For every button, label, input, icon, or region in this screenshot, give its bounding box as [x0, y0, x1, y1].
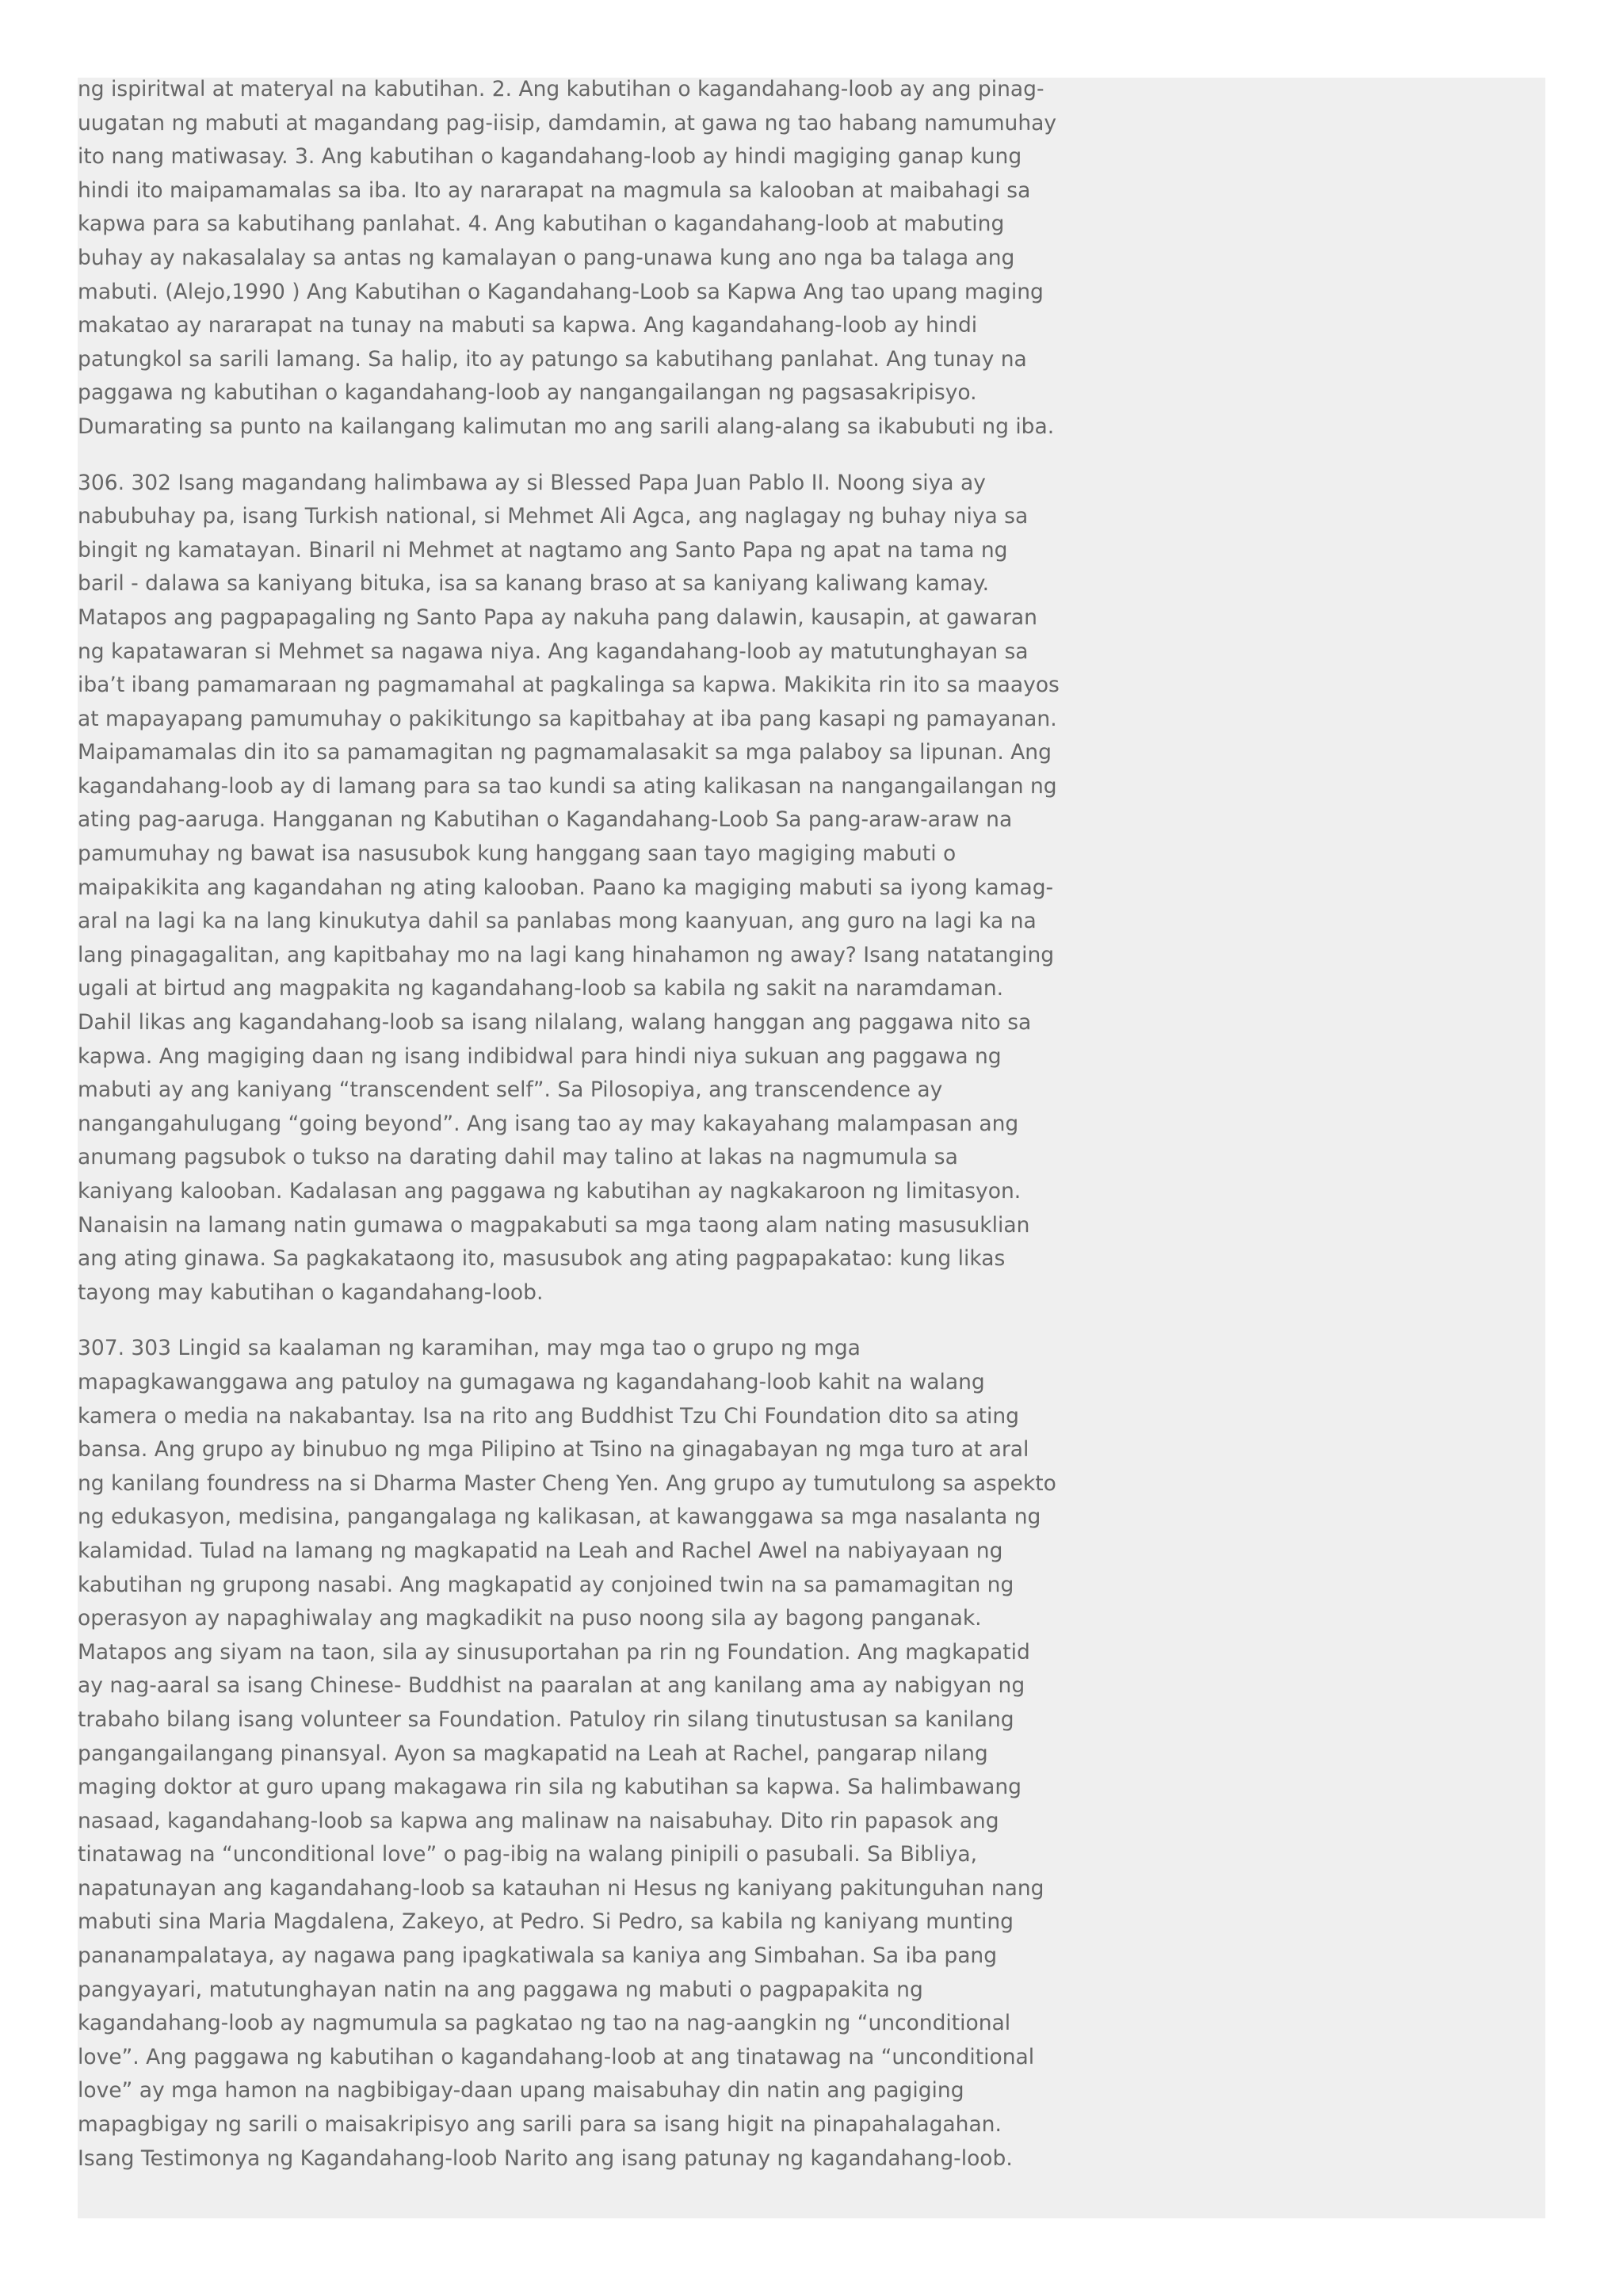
paragraph-3: 307. 303 Lingid sa kaalaman ng karamihan, may mga tao o grupo ng mga mapagkawanggawa ang patuloy na gumagawa ng kagandahang-loob kahit na walang kamera o media na nakabantay. Isa na rito ang Buddhist Tzu Chi Foundation dito sa ating bansa. Ang grupo ay binubuo ng mga Pilipino at Tsino na ginagabayan ng mga turo at aral ng kanilang foundress na si Dharma Master Cheng Yen. Ang grupo ay tumutulong sa aspekto ng edukasyon, medisina, pangangalaga ng kalikasan, at kawanggawa sa mga nasalanta ng kalamidad. Tulad na lamang ng magkapatid na Leah and Rachel Awel na nabiyayaan ng kabutihan ng grupong nasabi. Ang magkapatid ay conjoined twin na sa pamamagitan ng operasyon ay napaghiwalay ang magkadikit na puso noong sila ay bagong panganak. Matapos ang siyam na taon, sila ay sinusuportahan pa rin ng Foundation. Ang magkapatid ay nag-aaral sa isang Chinese- Buddhist na paaralan at ang kanilang ama ay nabigyan ng trabaho bilang isang volunteer sa Foundation. Patuloy rin silang tinutustusan sa kanilang pangangailangang pinansyal. Ayon sa magkapatid na Leah at Rachel, pangarap nilang maging doktor at guro upang makagawa rin sila ng kabutihan sa kapwa. Sa halimbawang nasaad, kagandahang-loob sa kapwa ang malinaw na naisabuhay. Dito rin papasok ang tinatawag na “unconditional love” o pag-ibig na walang pinipili o pasubali. Sa Bibliya, napatunayan ang kagandahang-loob sa katauhan ni Hesus ng kaniyang pakitunguhan nang mabuti sina Maria Magdalena, Zakeyo, at Pedro. Si Pedro, sa kabila ng kaniyang munting pananampalataya, ay nagawa pang ipagkatiwala sa kaniya ang Simbahan. Sa iba pang pangyayari, matutunghayan natin na ang paggawa ng mabuti o pagpapakita ng kagandahang-loob ay nagmumula sa pagkatao ng tao na nag-aangkin ng “unconditional love”. Ang paggawa ng kabutihan o kagandahang-loob at ang tinatawag na “unconditional love” ay mga hamon na nagbibigay-daan upang maisabuhay din natin ang pagiging mapagbigay ng sarili o maisakripisyo ang sarili para sa isang higit na pinapahalagahan. Isang Testimonya ng Kagandahang-loob Narito ang isang patunay ng kagandahang-loob.	[78, 1336, 1056, 2171]
paragraph-1: ng ispiritwal at materyal na kabutihan. 2. Ang kabutihan o kagandahang-loob ay ang pinag-uugatan ng mabuti at magandang pag-iisip, damdamin, at gawa ng tao habang namumuhay ito nang matiwasay. 3. Ang kabutihan o kagandahang-loob ay hindi magiging ganap kung hindi ito maipamamalas sa iba. Ito ay nararapat na magmula sa kalooban at maibahagi sa kapwa para sa kabutihang panlahat. 4. Ang kabutihan o kagandahang-loob at mabuting buhay ay nakasalalay sa antas ng kamalayan o pang-unawa kung ano nga ba talaga ang mabuti. (Alejo,1990 ) Ang Kabutihan o Kagandahang-Loob sa Kapwa Ang tao upang maging makatao ay nararapat na tunay na mabuti sa kapwa. Ang kagandahang-loob ay hindi patungkol sa sarili lamang. Sa halip, ito ay patungo sa kabutihang panlahat. Ang tunay na paggawa ng kabutihan o kagandahang-loob ay nangangailangan ng pagsasakripisyo. Dumarating sa punto na kailangang kalimutan mo ang sarili alang-alang sa ikabubuti ng iba.	[78, 77, 1057, 439]
document-body	[78, 73, 1060, 2198]
paragraph-2: 306. 302 Isang magandang halimbawa ay si Blessed Papa Juan Pablo II. Noong siya ay nabubuhay pa, isang Turkish national, si Mehmet Ali Agca, ang naglagay ng buhay niya sa bingit ng kamatayan. Binaril ni Mehmet at nagtamo ang Santo Papa ng apat na tama ng baril - dalawa sa kaniyang bituka, isa sa kanang braso at sa kaniyang kaliwang kamay. Matapos ang pagpapagaling ng Santo Papa ay nakuha pang dalawin, kausapin, at gawaran ng kapatawaran si Mehmet sa nagawa niya. Ang kagandahang-loob ay matutunghayan sa iba’t ibang pamamaraan ng pagmamahal at pagkalinga sa kapwa. Makikita rin ito sa maayos at mapayapang pamumuhay o pakikitungo sa kapitbahay at iba pang kasapi ng pamayanan. Maipamamalas din ito sa pamamagitan ng pagmamalasakit sa mga palaboy sa lipunan. Ang kagandahang-loob ay di lamang para sa tao kundi sa ating kalikasan na nangangailangan ng ating pag-aaruga. Hangganan ng Kabutihan o Kagandahang-Loob Sa pang-araw-araw na pamumuhay ng bawat isa nasusubok kung hanggang saan tayo magiging mabuti o maipakikita ang kagandahan ng ating kalooban. Paano ka magiging mabuti sa iyong kamag-aral na lagi ka na lang kinukutya dahil sa panlabas mong kaanyuan, ang guro na lagi ka na lang pinagagalitan, ang kapitbahay mo na lagi kang hinahamon ng away? Isang natatanging ugali at birtud ang magpakita ng kagandahang-loob sa kabila ng sakit na naramdaman. Dahil likas ang kagandahang-loob sa isang nilalang, walang hanggan ang paggawa nito sa kapwa. Ang magiging daan ng isang indibidwal para hindi niya sukuan ang paggawa ng mabuti ay ang kaniyang “transcendent self”. Sa Pilosopiya, ang transcendence ay nangangahulugang “going beyond”. Ang isang tao ay may kakayahang malampasan ang anumang pagsubok o tukso na darating dahil may talino at lakas na nagmumula sa kaniyang kalooban. Kadalasan ang paggawa ng kabutihan ay nagkakaroon ng limitasyon. Nanaisin na lamang natin gumawa o magpakabuti sa mga taong alam nating masusuklian ang ating ginawa. Sa pagkakataong ito, masusubok ang ating pagpapakatao: kung likas tayong may kabutihan o kagandahang-loob.	[78, 470, 1060, 1305]
